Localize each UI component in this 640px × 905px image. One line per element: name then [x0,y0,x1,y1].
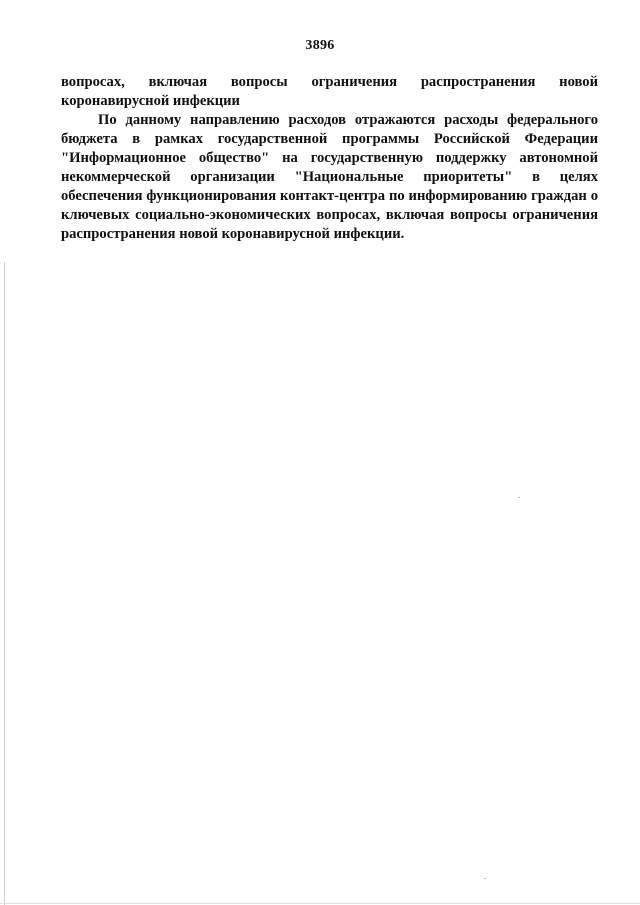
scan-speck [518,497,520,498]
scan-edge-line [4,262,5,905]
paragraph-continuation: вопросах, включая вопросы ограничения распространения новой коронавирусной инфекции [61,74,598,109]
scan-bottom-edge [0,903,640,904]
paragraph-main: По данному направлению расходов отражаются расходы федерального бюджета в рамках государственной программы Российской Федерации "Информационное общество" на государственную поддержку автономной некоммерческой организации "Национальные приоритеты" в целях обеспечения функционирования контакт-центра по информированию граждан о ключевых социально-экономических вопросах, включая вопросы ограничения распространения новой коронавирусной инфекции. [61,112,598,242]
scan-speck [484,878,486,879]
page-number: 3896 [305,38,335,53]
